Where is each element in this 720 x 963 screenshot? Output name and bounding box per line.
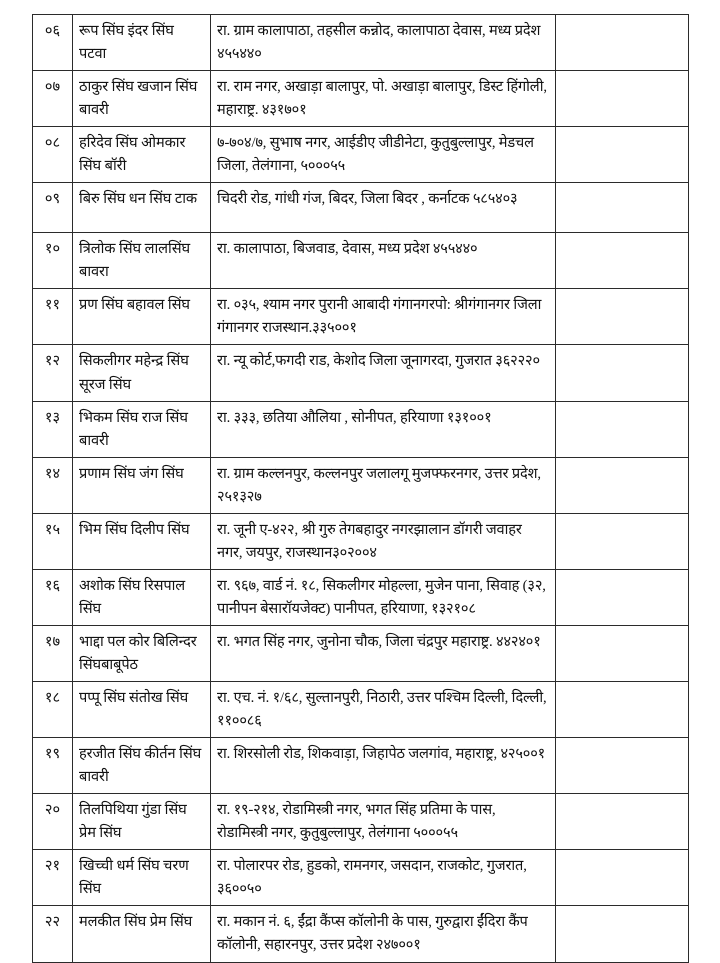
cell-name: रूप सिंघ इंदर सिंघ पटवा [73, 15, 211, 71]
table-row [33, 906, 689, 962]
cell-address: रा. न्यू कोर्ट,फगदी राड, केशोद जिला जूनागरदा, गुजरात ३६२२२० [211, 345, 556, 401]
cell-serial-number: १४ [33, 457, 73, 513]
cell-remarks [556, 850, 689, 906]
cell-serial-number: २२ [33, 906, 73, 962]
cell-address: चिदरी रोड, गांधी गंज, बिदर, जिला बिदर , कर्नाटक ५८५४०३ [211, 183, 556, 233]
cell-remarks [556, 682, 689, 738]
cell-remarks [556, 738, 689, 794]
cell-remarks [556, 513, 689, 569]
table-row [33, 457, 689, 513]
cell-address: रा. मकान नं. ६, ईंद्रा कैंप्स कॉलोनी के पास, गुरुद्वारा ईंदिरा कैंप कॉलोनी, सहारनपुर, उत्तर प्रदेश २४७००१ [211, 906, 556, 962]
cell-serial-number: १६ [33, 569, 73, 625]
table-row [33, 738, 689, 794]
cell-name: बिरु सिंघ धन सिंघ टाक [73, 183, 211, 233]
cell-address: रा. शिरसोली रोड, शिकवाड़ा, जिहापेठ जलगांव, महाराष्ट्र, ४२५००१ [211, 738, 556, 794]
cell-name: प्रण सिंघ बहावल सिंघ [73, 289, 211, 345]
cell-serial-number: १७ [33, 625, 73, 681]
cell-name: प्रणाम सिंघ जंग सिंघ [73, 457, 211, 513]
cell-name: तिलपिथिया गुंडा सिंघ प्रेम सिंघ [73, 794, 211, 850]
cell-serial-number: १९ [33, 738, 73, 794]
table-row [33, 794, 689, 850]
cell-remarks [556, 71, 689, 127]
cell-name: त्रिलोक सिंघ लालसिंघ बावरा [73, 233, 211, 289]
table-row [33, 289, 689, 345]
cell-address: रा. ९६७, वार्ड नं. १८, सिकलीगर मोहल्ला, मुजेन पाना, सिवाह (३२, पानीपन बेसारॉयजेक्ट) पानीपत, हरियाणा, १३२१०८ [211, 569, 556, 625]
cell-serial-number: ११ [33, 289, 73, 345]
table-row [33, 569, 689, 625]
cell-remarks [556, 183, 689, 233]
table-row [33, 233, 689, 289]
cell-remarks [556, 127, 689, 183]
cell-serial-number: १० [33, 233, 73, 289]
table-row [33, 127, 689, 183]
cell-address: रा. भगत सिंह नगर, जुनोना चौक, जिला चंद्रपुर महाराष्ट्र. ४४२४०१ [211, 625, 556, 681]
cell-remarks [556, 625, 689, 681]
cell-remarks [556, 401, 689, 457]
table-row [33, 345, 689, 401]
cell-name: भिम सिंघ दिलीप सिंघ [73, 513, 211, 569]
table-row [33, 682, 689, 738]
table-row [33, 183, 689, 233]
table-row [33, 513, 689, 569]
cell-remarks [556, 345, 689, 401]
table-row [33, 401, 689, 457]
cell-name: ठाकुर सिंघ खजान सिंघ बावरी [73, 71, 211, 127]
cell-name: भिकम सिंघ राज सिंघ बावरी [73, 401, 211, 457]
cell-serial-number: १२ [33, 345, 73, 401]
cell-remarks [556, 794, 689, 850]
cell-address: रा. एच. नं. १/६८, सुल्तानपुरी, निठारी, उत्तर पश्चिम दिल्ली, दिल्ली, ११००८६ [211, 682, 556, 738]
cell-name: हरजीत सिंघ कीर्तन सिंघ बावरी [73, 738, 211, 794]
cell-name: मलकीत सिंघ प्रेम सिंघ [73, 906, 211, 962]
cell-serial-number: १३ [33, 401, 73, 457]
cell-remarks [556, 233, 689, 289]
cell-name: पप्पू सिंघ संतोख सिंघ [73, 682, 211, 738]
cell-address: ७-७०४/७, सुभाष नगर, आईडीए जीडीनेटा, कुतुबुल्लापुर, मेडचल जिला, तेलंगाना, ५०००५५ [211, 127, 556, 183]
cell-remarks [556, 15, 689, 71]
cell-serial-number: ०६ [33, 15, 73, 71]
cell-name: अशोक सिंघ रिसपाल सिंघ [73, 569, 211, 625]
cell-serial-number: ०९ [33, 183, 73, 233]
cell-serial-number: ०७ [33, 71, 73, 127]
cell-address: रा. जूनी ए-४२२, श्री गुरु तेगबहादुर नगरझालान डॉगरी जवाहर नगर, जयपुर, राजस्थान३०२००४ [211, 513, 556, 569]
cell-serial-number: १८ [33, 682, 73, 738]
cell-address: रा. कालापाठा, बिजवाड, देवास, मध्य प्रदेश ४५५४४० [211, 233, 556, 289]
cell-name: खिच्ची धर्म सिंघ चरण सिंघ [73, 850, 211, 906]
cell-address: रा. १९-२१४, रोडामिस्त्री नगर, भगत सिंह प्रतिमा के पास, रोडामिस्त्री नगर, कुतुबुल्लापुर, तेलंगाना ५०००५५ [211, 794, 556, 850]
cell-address: रा. ३३३, छतिया औलिया , सोनीपत, हरियाणा १३१००१ [211, 401, 556, 457]
cell-name: भाद्दा पल कोर बिलिन्दर सिंघबाबूपेठ [73, 625, 211, 681]
cell-serial-number: ०८ [33, 127, 73, 183]
cell-remarks [556, 906, 689, 962]
cell-remarks [556, 289, 689, 345]
table-row [33, 850, 689, 906]
table-row [33, 71, 689, 127]
cell-name: हरिदेव सिंघ ओमकार सिंघ बॉरी [73, 127, 211, 183]
cell-remarks [556, 457, 689, 513]
cell-address: रा. राम नगर, अखाड़ा बालापुर, पो. अखाड़ा बालापुर, डिस्ट हिंगोली, महाराष्ट्र. ४३१७०१ [211, 71, 556, 127]
records-table-body [33, 15, 689, 963]
cell-address: रा. ग्राम कल्लनपुर, कल्लनपुर जलालगू मुजफ्फरनगर, उत्तर प्रदेश, २५१३२७ [211, 457, 556, 513]
cell-address: रा. पोलारपर रोड, हुडको, रामनगर, जसदान, राजकोट, गुजरात, ३६००५० [211, 850, 556, 906]
cell-serial-number: २० [33, 794, 73, 850]
cell-name: सिकलीगर महेन्द्र सिंघ सूरज सिंघ [73, 345, 211, 401]
table-row [33, 15, 689, 71]
cell-serial-number: २१ [33, 850, 73, 906]
records-table [32, 14, 689, 963]
cell-serial-number: १५ [33, 513, 73, 569]
cell-address: रा. ग्राम कालापाठा, तहसील कन्नोद, कालापाठा देवास, मध्य प्रदेश ४५५४४० [211, 15, 556, 71]
cell-remarks [556, 569, 689, 625]
table-row [33, 625, 689, 681]
cell-address: रा. ०३५, श्याम नगर पुरानी आबादी गंगानगरपो: श्रीगंगानगर जिला गंगानगर राजस्थान.३३५००१ [211, 289, 556, 345]
